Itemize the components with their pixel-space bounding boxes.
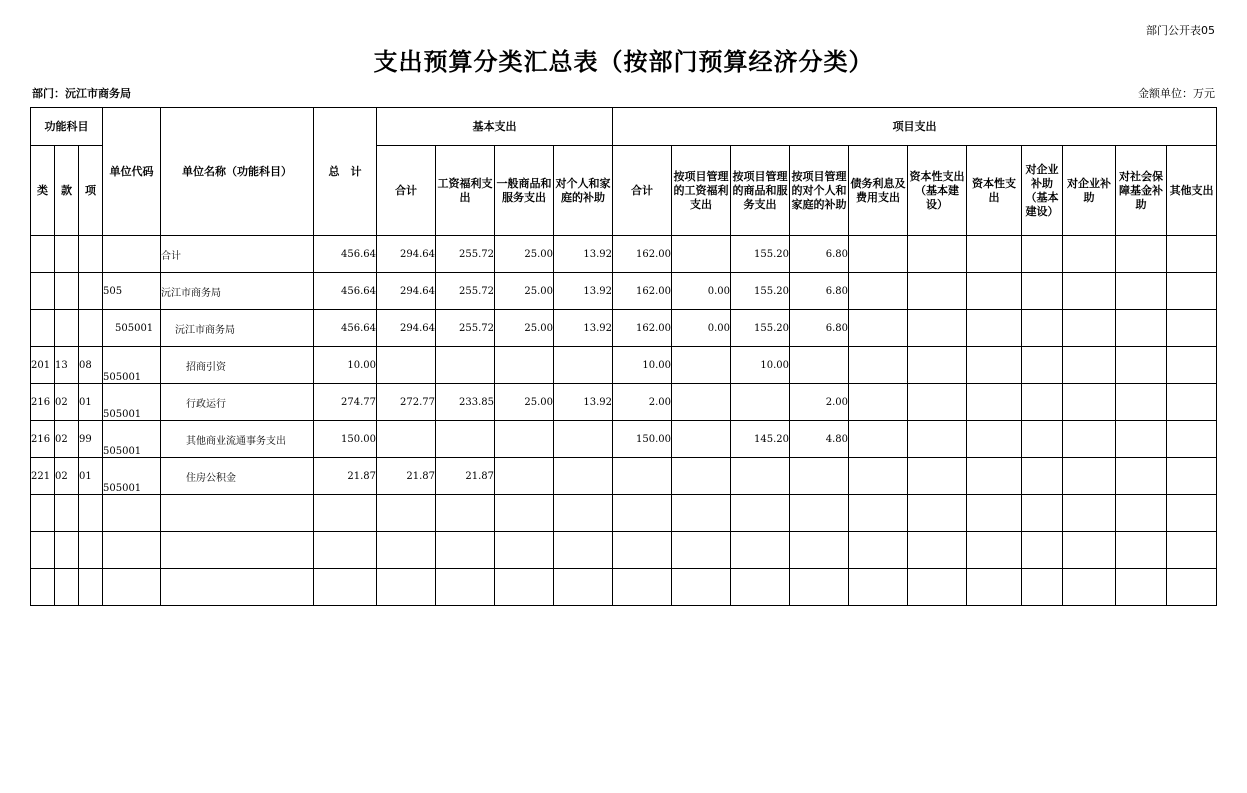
project-value-cell xyxy=(908,236,967,273)
project-value-cell: 145.20 xyxy=(731,421,790,458)
empty-cell xyxy=(1116,569,1167,606)
empty-cell xyxy=(849,569,908,606)
lei-cell: 216 xyxy=(31,421,55,458)
basic-value-cell xyxy=(554,347,613,384)
project-value-cell xyxy=(1167,384,1217,421)
total-cell: 456.64 xyxy=(314,273,377,310)
kuan-cell: 02 xyxy=(55,384,79,421)
project-col-header: 其他支出 xyxy=(1167,146,1217,236)
project-value-cell xyxy=(967,458,1022,495)
unit-code-header: 单位代码 xyxy=(103,108,161,236)
project-value-cell xyxy=(1167,236,1217,273)
department-label: 部门：沅江市商务局 xyxy=(32,87,131,100)
project-value-cell xyxy=(849,347,908,384)
project-value-cell xyxy=(849,421,908,458)
total-cell: 10.00 xyxy=(314,347,377,384)
empty-cell xyxy=(436,532,495,569)
project-value-cell: 0.00 xyxy=(672,273,731,310)
page-title: 支出预算分类汇总表（按部门预算经济分类） xyxy=(373,48,874,76)
basic-value-cell xyxy=(495,347,554,384)
project-value-cell xyxy=(1167,458,1217,495)
basic-value-cell: 13.92 xyxy=(554,384,613,421)
basic-value-cell xyxy=(554,421,613,458)
project-value-cell xyxy=(672,421,731,458)
basic-value-cell: 21.87 xyxy=(377,458,436,495)
lei-cell: 201 xyxy=(31,347,55,384)
project-value-cell: 162.00 xyxy=(613,236,672,273)
empty-cell xyxy=(103,569,161,606)
empty-cell xyxy=(161,532,314,569)
basic-col-header: 工资福利支出 xyxy=(436,146,495,236)
empty-cell xyxy=(314,495,377,532)
project-value-cell xyxy=(1116,458,1167,495)
basic-value-cell: 272.77 xyxy=(377,384,436,421)
total-cell: 21.87 xyxy=(314,458,377,495)
project-value-cell xyxy=(1167,273,1217,310)
empty-cell xyxy=(1116,532,1167,569)
project-value-cell: 6.80 xyxy=(790,310,849,347)
empty-cell xyxy=(377,569,436,606)
project-value-cell xyxy=(1167,347,1217,384)
table-row xyxy=(31,236,1217,273)
empty-cell xyxy=(377,532,436,569)
project-value-cell xyxy=(1022,273,1063,310)
empty-cell xyxy=(79,495,103,532)
basic-value-cell: 13.92 xyxy=(554,236,613,273)
kuan-cell: 02 xyxy=(55,458,79,495)
empty-cell xyxy=(849,495,908,532)
empty-cell xyxy=(672,569,731,606)
project-value-cell xyxy=(1167,421,1217,458)
lei-cell: 216 xyxy=(31,384,55,421)
empty-cell xyxy=(1116,495,1167,532)
empty-cell xyxy=(967,495,1022,532)
lei-cell: 221 xyxy=(31,458,55,495)
table-body xyxy=(31,236,1217,606)
unit-name-cell: 合计 xyxy=(161,236,314,273)
project-value-cell xyxy=(672,347,731,384)
project-value-cell: 150.00 xyxy=(613,421,672,458)
basic-value-cell: 25.00 xyxy=(495,384,554,421)
basic-col-header: 对个人和家庭的补助 xyxy=(554,146,613,236)
project-value-cell xyxy=(1116,347,1167,384)
table-row xyxy=(31,421,1217,458)
empty-cell xyxy=(55,495,79,532)
project-value-cell xyxy=(1116,384,1167,421)
basic-value-cell: 13.92 xyxy=(554,310,613,347)
unit-name-header: 单位名称（功能科目） xyxy=(161,108,314,236)
basic-value-cell: 25.00 xyxy=(495,273,554,310)
project-value-cell: 10.00 xyxy=(731,347,790,384)
project-value-cell xyxy=(613,458,672,495)
empty-row xyxy=(31,532,1217,569)
project-col-header: 合计 xyxy=(613,146,672,236)
empty-cell xyxy=(790,569,849,606)
total-cell: 456.64 xyxy=(314,236,377,273)
project-value-cell: 155.20 xyxy=(731,273,790,310)
empty-cell xyxy=(31,532,55,569)
empty-cell xyxy=(1022,532,1063,569)
empty-cell xyxy=(1022,569,1063,606)
basic-value-cell xyxy=(495,458,554,495)
empty-cell xyxy=(436,495,495,532)
project-value-cell: 2.00 xyxy=(613,384,672,421)
project-value-cell xyxy=(1063,384,1116,421)
project-value-cell xyxy=(1116,421,1167,458)
project-value-cell xyxy=(731,384,790,421)
project-value-cell xyxy=(908,421,967,458)
total-cell: 150.00 xyxy=(314,421,377,458)
project-value-cell xyxy=(1063,458,1116,495)
project-value-cell xyxy=(849,236,908,273)
empty-row xyxy=(31,569,1217,606)
project-value-cell: 6.80 xyxy=(790,236,849,273)
unit-code-cell: 505 xyxy=(103,273,161,310)
empty-row xyxy=(31,495,1217,532)
basic-value-cell xyxy=(377,347,436,384)
kuan-cell: 02 xyxy=(55,421,79,458)
project-value-cell xyxy=(849,310,908,347)
empty-cell xyxy=(908,495,967,532)
total-cell: 274.77 xyxy=(314,384,377,421)
empty-cell xyxy=(1167,495,1217,532)
project-value-cell xyxy=(1116,310,1167,347)
lei-header: 类 xyxy=(31,146,55,236)
project-value-cell xyxy=(967,236,1022,273)
basic-value-cell: 233.85 xyxy=(436,384,495,421)
empty-cell xyxy=(613,495,672,532)
unit-name-cell: 沅江市商务局 xyxy=(161,273,314,310)
project-value-cell xyxy=(908,347,967,384)
budget-summary-table xyxy=(30,107,1217,606)
empty-cell xyxy=(554,532,613,569)
empty-cell xyxy=(495,532,554,569)
basic-value-cell xyxy=(436,421,495,458)
total-cell: 456.64 xyxy=(314,310,377,347)
empty-cell xyxy=(908,569,967,606)
empty-cell xyxy=(849,532,908,569)
basic-value-cell: 255.72 xyxy=(436,236,495,273)
unit-code-cell: 505001 xyxy=(103,421,161,458)
empty-cell xyxy=(731,532,790,569)
empty-cell xyxy=(314,532,377,569)
empty-cell xyxy=(495,495,554,532)
empty-cell xyxy=(495,569,554,606)
lei-cell xyxy=(31,273,55,310)
empty-cell xyxy=(613,532,672,569)
lei-cell xyxy=(31,236,55,273)
basic-value-cell: 294.64 xyxy=(377,310,436,347)
project-col-header: 对社会保障基金补助 xyxy=(1116,146,1167,236)
table-row xyxy=(31,458,1217,495)
empty-cell xyxy=(731,495,790,532)
empty-cell xyxy=(103,495,161,532)
xiang-cell: 01 xyxy=(79,384,103,421)
table-row xyxy=(31,347,1217,384)
project-value-cell xyxy=(1063,421,1116,458)
xiang-cell xyxy=(79,273,103,310)
empty-cell xyxy=(908,532,967,569)
project-value-cell: 162.00 xyxy=(613,273,672,310)
basic-expense-header: 基本支出 xyxy=(377,108,613,146)
table-row xyxy=(31,384,1217,421)
project-value-cell: 162.00 xyxy=(613,310,672,347)
empty-cell xyxy=(1063,532,1116,569)
project-value-cell xyxy=(672,458,731,495)
basic-value-cell: 25.00 xyxy=(495,310,554,347)
project-value-cell xyxy=(967,347,1022,384)
project-value-cell: 0.00 xyxy=(672,310,731,347)
xiang-cell xyxy=(79,236,103,273)
empty-cell xyxy=(31,569,55,606)
empty-cell xyxy=(554,569,613,606)
empty-cell xyxy=(103,532,161,569)
project-value-cell xyxy=(731,458,790,495)
kuan-cell: 13 xyxy=(55,347,79,384)
empty-cell xyxy=(79,532,103,569)
project-col-header: 资本性支出（基本建设） xyxy=(908,146,967,236)
project-value-cell xyxy=(967,273,1022,310)
project-value-cell xyxy=(1116,273,1167,310)
project-value-cell xyxy=(1022,310,1063,347)
basic-value-cell xyxy=(436,347,495,384)
project-value-cell: 6.80 xyxy=(790,273,849,310)
table-row xyxy=(31,310,1217,347)
basic-value-cell xyxy=(377,421,436,458)
empty-cell xyxy=(967,532,1022,569)
project-value-cell xyxy=(1063,347,1116,384)
lei-cell xyxy=(31,310,55,347)
project-value-cell: 2.00 xyxy=(790,384,849,421)
empty-cell xyxy=(672,532,731,569)
empty-cell xyxy=(554,495,613,532)
project-value-cell xyxy=(672,384,731,421)
xiang-cell: 01 xyxy=(79,458,103,495)
basic-value-cell: 21.87 xyxy=(436,458,495,495)
project-value-cell xyxy=(849,273,908,310)
project-col-header: 按项目管理的对个人和家庭的补助 xyxy=(790,146,849,236)
project-value-cell xyxy=(1116,236,1167,273)
table-row xyxy=(31,273,1217,310)
basic-value-cell: 255.72 xyxy=(436,273,495,310)
function-subject-header: 功能科目 xyxy=(31,108,103,146)
unit-code-cell: 505001 xyxy=(103,384,161,421)
kuan-cell xyxy=(55,310,79,347)
empty-cell xyxy=(161,495,314,532)
project-value-cell xyxy=(1022,236,1063,273)
project-value-cell xyxy=(1022,347,1063,384)
project-col-header: 对企业补助 xyxy=(1063,146,1116,236)
project-value-cell xyxy=(1022,384,1063,421)
project-value-cell xyxy=(1063,273,1116,310)
basic-value-cell xyxy=(554,458,613,495)
xiang-cell: 08 xyxy=(79,347,103,384)
project-value-cell xyxy=(967,421,1022,458)
project-expense-header: 项目支出 xyxy=(613,108,1217,146)
project-value-cell xyxy=(1167,310,1217,347)
project-value-cell xyxy=(908,273,967,310)
project-value-cell xyxy=(908,310,967,347)
project-value-cell: 155.20 xyxy=(731,310,790,347)
unit-name-cell: 招商引资 xyxy=(161,347,314,384)
unit-name-cell: 行政运行 xyxy=(161,384,314,421)
xiang-header: 项 xyxy=(79,146,103,236)
project-value-cell xyxy=(849,384,908,421)
kuan-cell xyxy=(55,273,79,310)
project-value-cell xyxy=(790,347,849,384)
unit-code-cell: 505001 xyxy=(103,310,161,347)
empty-cell xyxy=(377,495,436,532)
basic-value-cell: 255.72 xyxy=(436,310,495,347)
empty-cell xyxy=(967,569,1022,606)
empty-cell xyxy=(436,569,495,606)
unit-code-cell: 505001 xyxy=(103,347,161,384)
empty-cell xyxy=(1167,569,1217,606)
kuan-cell xyxy=(55,236,79,273)
empty-cell xyxy=(790,495,849,532)
empty-cell xyxy=(314,569,377,606)
unit-code-cell xyxy=(103,236,161,273)
project-col-header: 对企业补助（基本建设） xyxy=(1022,146,1063,236)
unit-name-cell: 其他商业流通事务支出 xyxy=(161,421,314,458)
empty-cell xyxy=(613,569,672,606)
empty-cell xyxy=(1022,495,1063,532)
empty-cell xyxy=(31,495,55,532)
basic-col-header: 一般商品和服务支出 xyxy=(495,146,554,236)
basic-col-header: 合计 xyxy=(377,146,436,236)
project-value-cell xyxy=(790,458,849,495)
project-col-header: 债务利息及费用支出 xyxy=(849,146,908,236)
unit-name-cell: 沅江市商务局 xyxy=(161,310,314,347)
empty-cell xyxy=(790,532,849,569)
unit-name-cell: 住房公积金 xyxy=(161,458,314,495)
xiang-cell: 99 xyxy=(79,421,103,458)
empty-cell xyxy=(79,569,103,606)
project-value-cell xyxy=(967,310,1022,347)
basic-value-cell: 13.92 xyxy=(554,273,613,310)
empty-cell xyxy=(731,569,790,606)
project-col-header: 资本性支出 xyxy=(967,146,1022,236)
empty-cell xyxy=(161,569,314,606)
project-value-cell xyxy=(849,458,908,495)
project-value-cell xyxy=(967,384,1022,421)
basic-value-cell: 294.64 xyxy=(377,273,436,310)
project-value-cell: 4.80 xyxy=(790,421,849,458)
empty-cell xyxy=(1167,532,1217,569)
project-value-cell: 10.00 xyxy=(613,347,672,384)
project-value-cell xyxy=(908,384,967,421)
empty-cell xyxy=(55,532,79,569)
empty-cell xyxy=(1063,569,1116,606)
unit-code-cell: 505001 xyxy=(103,458,161,495)
empty-cell xyxy=(1063,495,1116,532)
empty-cell xyxy=(672,495,731,532)
kuan-header: 款 xyxy=(55,146,79,236)
project-value-cell xyxy=(908,458,967,495)
project-value-cell xyxy=(1063,236,1116,273)
xiang-cell xyxy=(79,310,103,347)
project-col-header: 按项目管理的工资福利支出 xyxy=(672,146,731,236)
project-value-cell xyxy=(1022,421,1063,458)
project-value-cell xyxy=(1022,458,1063,495)
basic-value-cell xyxy=(495,421,554,458)
basic-value-cell: 25.00 xyxy=(495,236,554,273)
amount-unit-label: 金额单位：万元 xyxy=(1138,87,1215,100)
basic-value-cell: 294.64 xyxy=(377,236,436,273)
project-value-cell: 155.20 xyxy=(731,236,790,273)
total-header: 总 计 xyxy=(314,108,377,236)
project-col-header: 按项目管理的商品和服务支出 xyxy=(731,146,790,236)
project-value-cell xyxy=(1063,310,1116,347)
empty-cell xyxy=(55,569,79,606)
form-number: 部门公开表05 xyxy=(1146,24,1215,37)
project-value-cell xyxy=(672,236,731,273)
